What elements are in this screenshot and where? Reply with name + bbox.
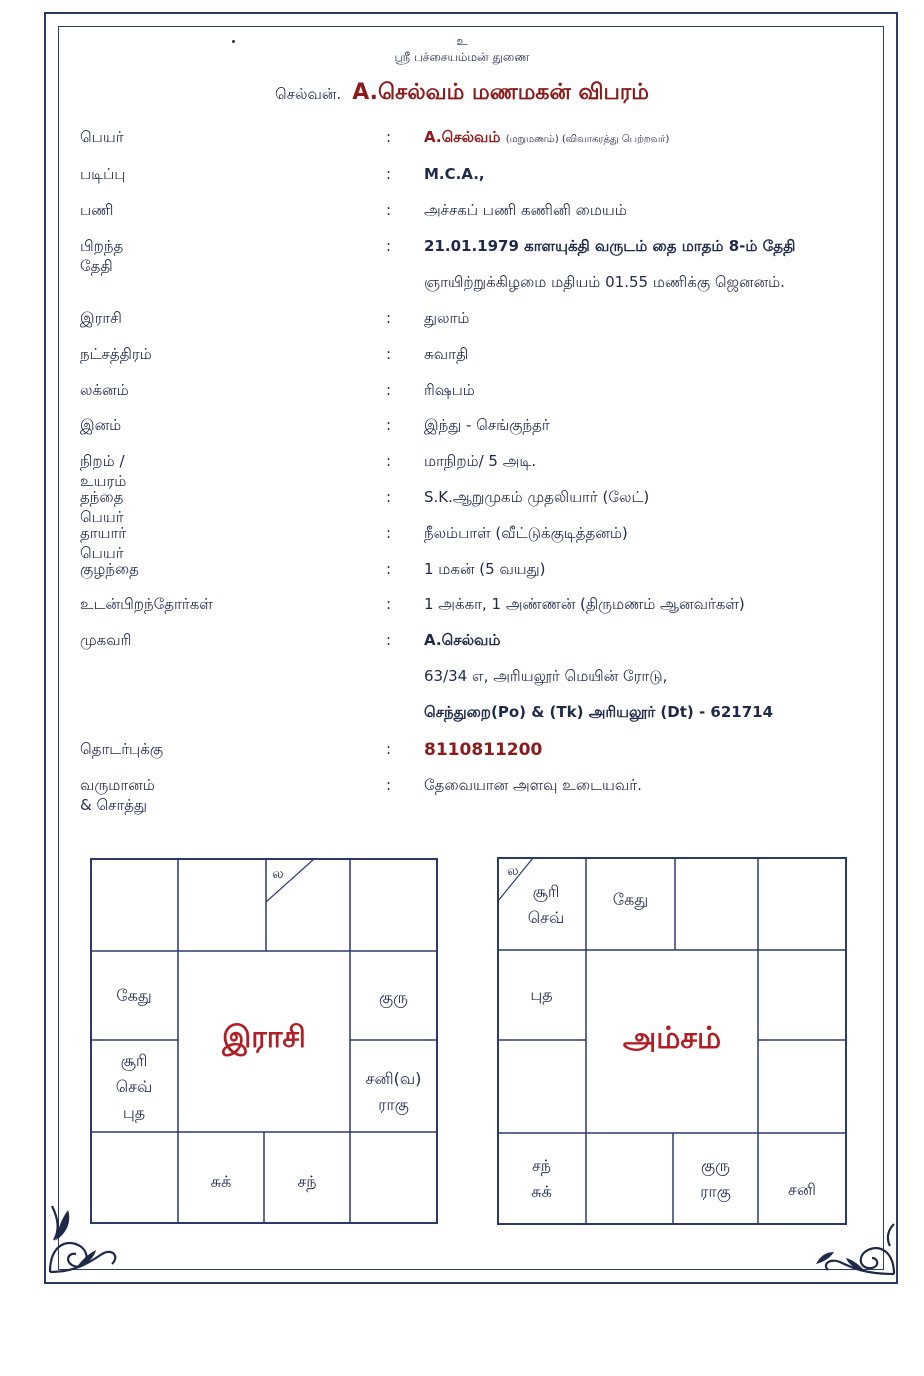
planet-label: சந் — [531, 1156, 552, 1175]
pillaiyar-suzhi: உ — [456, 34, 468, 48]
colon: : — [386, 452, 392, 470]
value: நீலம்பாள் (வீட்டுக்குடித்தனம்) — [424, 524, 628, 542]
amsam-house-sun-mars — [511, 879, 581, 931]
planet-label: ராகு — [378, 1095, 409, 1114]
rasi-house-moon: சந் — [297, 1172, 317, 1191]
amsam-lagna-mark: ல — [507, 863, 519, 879]
label: முகவரி — [80, 631, 132, 649]
label: பிறந்த தேதி — [80, 237, 124, 275]
label: தாயார் பெயர் — [80, 524, 127, 562]
phone-number: 8110811200 — [424, 740, 543, 760]
planet-label: செவ் — [527, 908, 565, 927]
rasi-chart-title: இராசி — [222, 1020, 306, 1055]
rasi-house-sun-mars-mercury — [90, 1048, 178, 1126]
rasi-chart — [90, 858, 438, 1224]
colon: : — [386, 201, 392, 219]
colon: : — [386, 524, 392, 542]
value-text: A.செல்வம் — [424, 128, 501, 146]
colon: : — [386, 165, 392, 183]
rasi-lagna-mark: ல — [272, 866, 284, 882]
amsam-house-saturn: சனி — [788, 1180, 816, 1199]
value — [424, 128, 669, 148]
rasi-house-venus: சுக் — [210, 1172, 232, 1191]
value: ரிஷபம் — [424, 381, 475, 399]
value: M.C.A., — [424, 165, 485, 183]
value: A.செல்வம் — [424, 631, 501, 649]
value-note: (மறுமணம்) (விவாகரத்து பெற்றவர்) — [505, 134, 670, 145]
label: நட்சத்திரம் — [80, 345, 152, 363]
label: தந்தை பெயர் — [80, 488, 124, 526]
amsam-house-ketu: கேது — [612, 890, 649, 909]
value: ஞாயிற்றுக்கிழமை மதியம் 01.55 மணிக்கு ஜெனனம். — [424, 273, 785, 291]
colon: : — [386, 631, 392, 649]
colon: : — [386, 740, 392, 758]
planet-label: புத — [122, 1103, 146, 1122]
planet-label: சுக் — [531, 1182, 552, 1201]
label: இனம் — [80, 416, 122, 434]
value: 1 அக்கா, 1 அண்ணன் (திருமணம் ஆனவர்கள்) — [424, 595, 745, 613]
label: உடன்பிறந்தோர்கள் — [80, 595, 213, 613]
planet-label: சூரி — [120, 1051, 148, 1070]
colon: : — [386, 776, 392, 794]
value: 63/34 எ, அரியலூர் மெயின் ரோடு, — [424, 667, 668, 685]
colon: : — [386, 381, 392, 399]
label: வருமானம் & சொத்து — [80, 776, 155, 814]
planet-label: சூரி — [532, 882, 560, 901]
colon: : — [386, 488, 392, 506]
label: பெயர் — [80, 128, 124, 146]
planet-label: குரு — [701, 1156, 730, 1175]
value: செந்துறை(Po) & (Tk) அரியலூர் (Dt) - 621714 — [424, 703, 774, 721]
label: குழந்தை — [80, 560, 139, 578]
rasi-house-ketu: கேது — [116, 986, 152, 1005]
value: 21.01.1979 காளயுக்தி வருடம் தை மாதம் 8-ம் தேதி — [424, 237, 796, 255]
value: தேவையான அளவு உடையவர். — [424, 776, 642, 794]
left-corner-ornament-icon — [46, 1196, 122, 1276]
value: துலாம் — [424, 309, 470, 327]
right-corner-ornament-icon — [806, 1222, 898, 1278]
blessing-line: ஸ்ரீ பச்சையம்மன் துணை — [394, 50, 530, 64]
amsam-chart-title: அம்சம் — [622, 1021, 722, 1056]
amsam-house-moon-venus — [497, 1153, 586, 1205]
colon: : — [386, 237, 392, 255]
colon: : — [386, 595, 392, 613]
value: மாநிறம்/ 5 அடி. — [424, 452, 537, 470]
value: அச்சகப் பணி கணினி மையம் — [424, 201, 627, 219]
colon: : — [386, 309, 392, 327]
amsam-house-mercury: புத — [530, 985, 553, 1004]
label: நிறம் / உயரம் — [80, 452, 127, 490]
amsam-chart — [497, 857, 847, 1225]
page-title — [0, 80, 924, 108]
title-main: A.செல்வம் மணமகன் விபரம் — [352, 80, 649, 105]
label: இராசி — [80, 309, 122, 327]
colon: : — [386, 128, 392, 146]
label: லக்னம் — [80, 381, 129, 399]
value: இந்து - செங்குந்தர் — [424, 416, 550, 434]
rasi-house-jupiter: குரு — [379, 988, 408, 1007]
colon: : — [386, 560, 392, 578]
label: தொடர்புக்கு — [80, 740, 164, 758]
planet-label: செவ் — [115, 1077, 153, 1096]
value: S.K.ஆறுமுகம் முதலியார் (லேட்) — [424, 488, 650, 506]
label: படிப்பு — [80, 165, 126, 183]
value: சுவாதி — [424, 345, 469, 363]
amsam-house-jupiter-rahu — [673, 1153, 758, 1205]
planet-label: ராகு — [700, 1182, 731, 1201]
title-prefix: செல்வன். — [275, 85, 342, 103]
label: பணி — [80, 201, 114, 219]
value: 1 மகன் (5 வயது) — [424, 560, 546, 578]
planet-label: சனி(வ) — [365, 1069, 422, 1088]
colon: : — [386, 416, 392, 434]
colon: : — [386, 345, 392, 363]
rasi-house-saturn-rahu — [350, 1066, 437, 1118]
